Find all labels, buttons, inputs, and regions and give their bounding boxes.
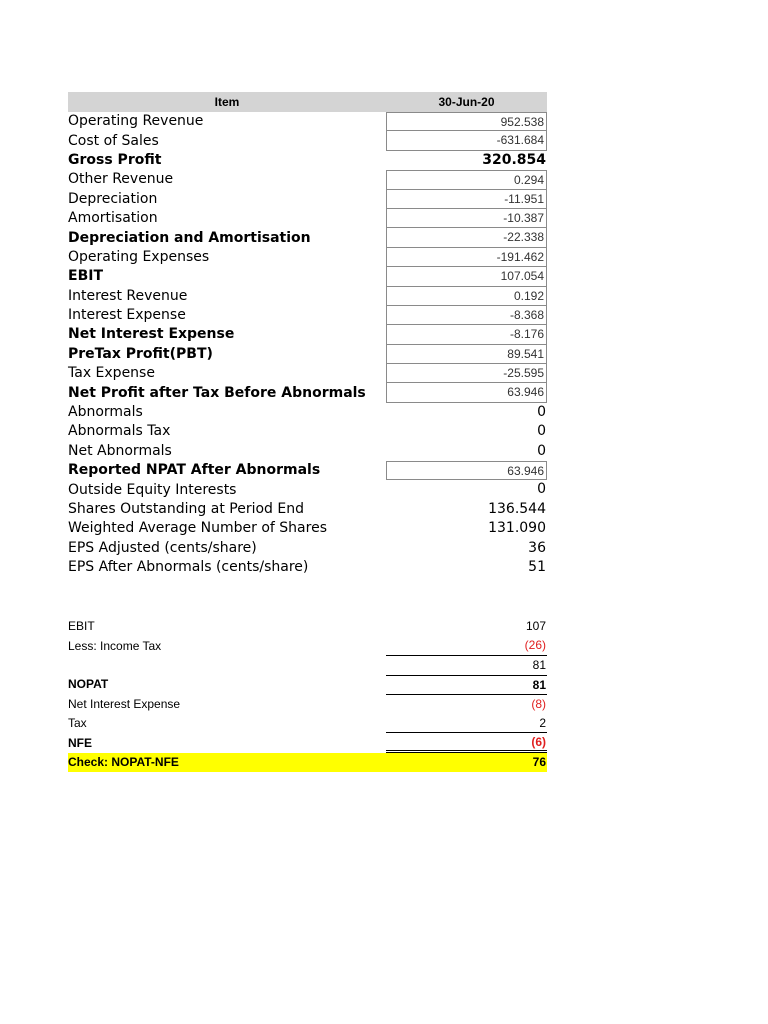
row-label[interactable]: EBIT — [68, 268, 103, 285]
row-label[interactable]: Tax Expense — [68, 365, 155, 382]
row-value[interactable]: 131.090 — [488, 520, 546, 537]
row-value[interactable]: 36 — [528, 539, 546, 556]
table-row — [68, 480, 547, 499]
row-value[interactable]: -8.176 — [386, 325, 547, 344]
row-label[interactable]: Operating Revenue — [68, 113, 204, 130]
nfe-value[interactable]: (6) — [386, 733, 547, 752]
header-period[interactable]: 30-Jun-20 — [438, 95, 495, 109]
table-row — [68, 364, 547, 383]
table-row — [68, 170, 547, 189]
row-label[interactable]: Reported NPAT After Abnormals — [68, 462, 321, 479]
table-row — [68, 112, 547, 131]
row-value[interactable]: -22.338 — [386, 228, 547, 247]
row-value[interactable]: -25.595 — [386, 364, 547, 383]
nopat-value[interactable]: 81 — [386, 675, 547, 694]
row-label[interactable]: Depreciation and Amortisation — [68, 229, 311, 246]
row-value[interactable]: 0.192 — [386, 287, 547, 306]
row-label[interactable]: Outside Equity Interests — [68, 481, 237, 498]
table-row — [68, 306, 547, 325]
nopat-row-ebit — [68, 617, 547, 636]
row-value[interactable]: 320.854 — [482, 151, 546, 168]
table-row — [68, 403, 547, 422]
row-label[interactable]: Other Revenue — [68, 171, 174, 188]
table-row — [68, 519, 547, 538]
row-value[interactable]: 0 — [537, 442, 546, 459]
table-row — [68, 209, 547, 228]
row-value[interactable]: 89.541 — [386, 345, 547, 364]
table-row — [68, 287, 547, 306]
table-row — [68, 131, 547, 150]
row-value[interactable]: -631.684 — [386, 131, 547, 150]
row-value[interactable]: 63.946 — [386, 383, 547, 402]
nopat-row-net-interest — [68, 695, 547, 714]
row-label[interactable]: Abnormals — [68, 404, 143, 421]
table-row — [68, 151, 547, 170]
nopat-row-less-tax — [68, 636, 547, 655]
check-label[interactable]: Check: NOPAT-NFE — [68, 754, 179, 769]
row-label[interactable]: Weighted Average Number of Shares — [68, 520, 327, 537]
ebit-value[interactable]: 107 — [525, 619, 546, 633]
subtotal-value[interactable]: 81 — [532, 657, 546, 672]
income-statement-table — [68, 92, 547, 577]
table-row — [68, 539, 547, 558]
check-value[interactable]: 76 — [532, 754, 546, 769]
table-row — [68, 461, 547, 480]
row-label[interactable]: Operating Expenses — [68, 248, 210, 265]
nopat-row-tax — [68, 714, 547, 733]
row-value[interactable]: 63.946 — [386, 461, 547, 480]
row-value[interactable]: 0.294 — [386, 170, 547, 189]
less-tax-value[interactable]: (26) — [386, 636, 547, 655]
row-value[interactable]: 952.538 — [386, 112, 547, 131]
less-tax-label[interactable]: Less: Income Tax — [68, 638, 162, 653]
row-value[interactable]: -191.462 — [386, 248, 547, 267]
row-label[interactable]: Interest Revenue — [68, 287, 188, 304]
nopat-calculation — [68, 617, 547, 772]
row-label[interactable]: Interest Expense — [68, 307, 186, 324]
row-value[interactable]: 0 — [537, 481, 546, 498]
row-value[interactable]: -10.387 — [386, 209, 547, 228]
nfe-label[interactable]: NFE — [68, 735, 92, 750]
row-label[interactable]: PreTax Profit(PBT) — [68, 345, 213, 362]
table-row — [68, 345, 547, 364]
tax-value[interactable]: 2 — [386, 714, 547, 733]
table-row — [68, 248, 547, 267]
table-row — [68, 325, 547, 344]
row-value[interactable]: 0 — [537, 403, 546, 420]
header-item[interactable]: Item — [214, 95, 240, 109]
table-row — [68, 267, 547, 286]
row-label[interactable]: Amortisation — [68, 210, 158, 227]
table-header — [68, 92, 547, 112]
row-label[interactable]: Depreciation — [68, 190, 158, 207]
row-label[interactable]: Shares Outstanding at Period End — [68, 501, 304, 517]
table-row — [68, 228, 547, 247]
table-row — [68, 383, 547, 402]
row-value[interactable]: -11.951 — [386, 190, 547, 209]
nopat-row-subtotal — [68, 656, 547, 675]
net-interest-value[interactable]: (8) — [531, 696, 546, 711]
nopat-row-nopat — [68, 675, 547, 694]
row-value[interactable]: 0 — [537, 423, 546, 440]
nopat-row-nfe — [68, 733, 547, 752]
row-value[interactable]: 51 — [528, 558, 546, 575]
ebit-label[interactable]: EBIT — [68, 619, 95, 634]
nopat-row-check — [68, 753, 547, 772]
table-row — [68, 190, 547, 209]
row-label[interactable]: Abnormals Tax — [68, 423, 171, 440]
table-row — [68, 422, 547, 441]
row-value[interactable]: 107.054 — [386, 267, 547, 286]
nopat-label[interactable]: NOPAT — [68, 677, 109, 692]
table-row — [68, 558, 547, 577]
tax-label[interactable]: Tax — [68, 716, 87, 731]
net-interest-label[interactable]: Net Interest Expense — [68, 696, 181, 711]
table-row — [68, 500, 547, 519]
row-label[interactable]: EPS Adjusted (cents/share) — [68, 539, 257, 556]
row-label[interactable]: EPS After Abnormals (cents/share) — [68, 559, 309, 576]
row-value[interactable]: 136.544 — [488, 500, 546, 517]
row-label[interactable]: Net Abnormals — [68, 442, 172, 459]
row-label[interactable]: Net Profit after Tax Before Abnormals — [68, 384, 366, 401]
row-label[interactable]: Cost of Sales — [68, 132, 159, 149]
row-label[interactable]: Net Interest Expense — [68, 326, 235, 343]
row-value[interactable]: -8.368 — [386, 306, 547, 325]
row-label[interactable]: Gross Profit — [68, 151, 162, 168]
table-row — [68, 442, 547, 461]
